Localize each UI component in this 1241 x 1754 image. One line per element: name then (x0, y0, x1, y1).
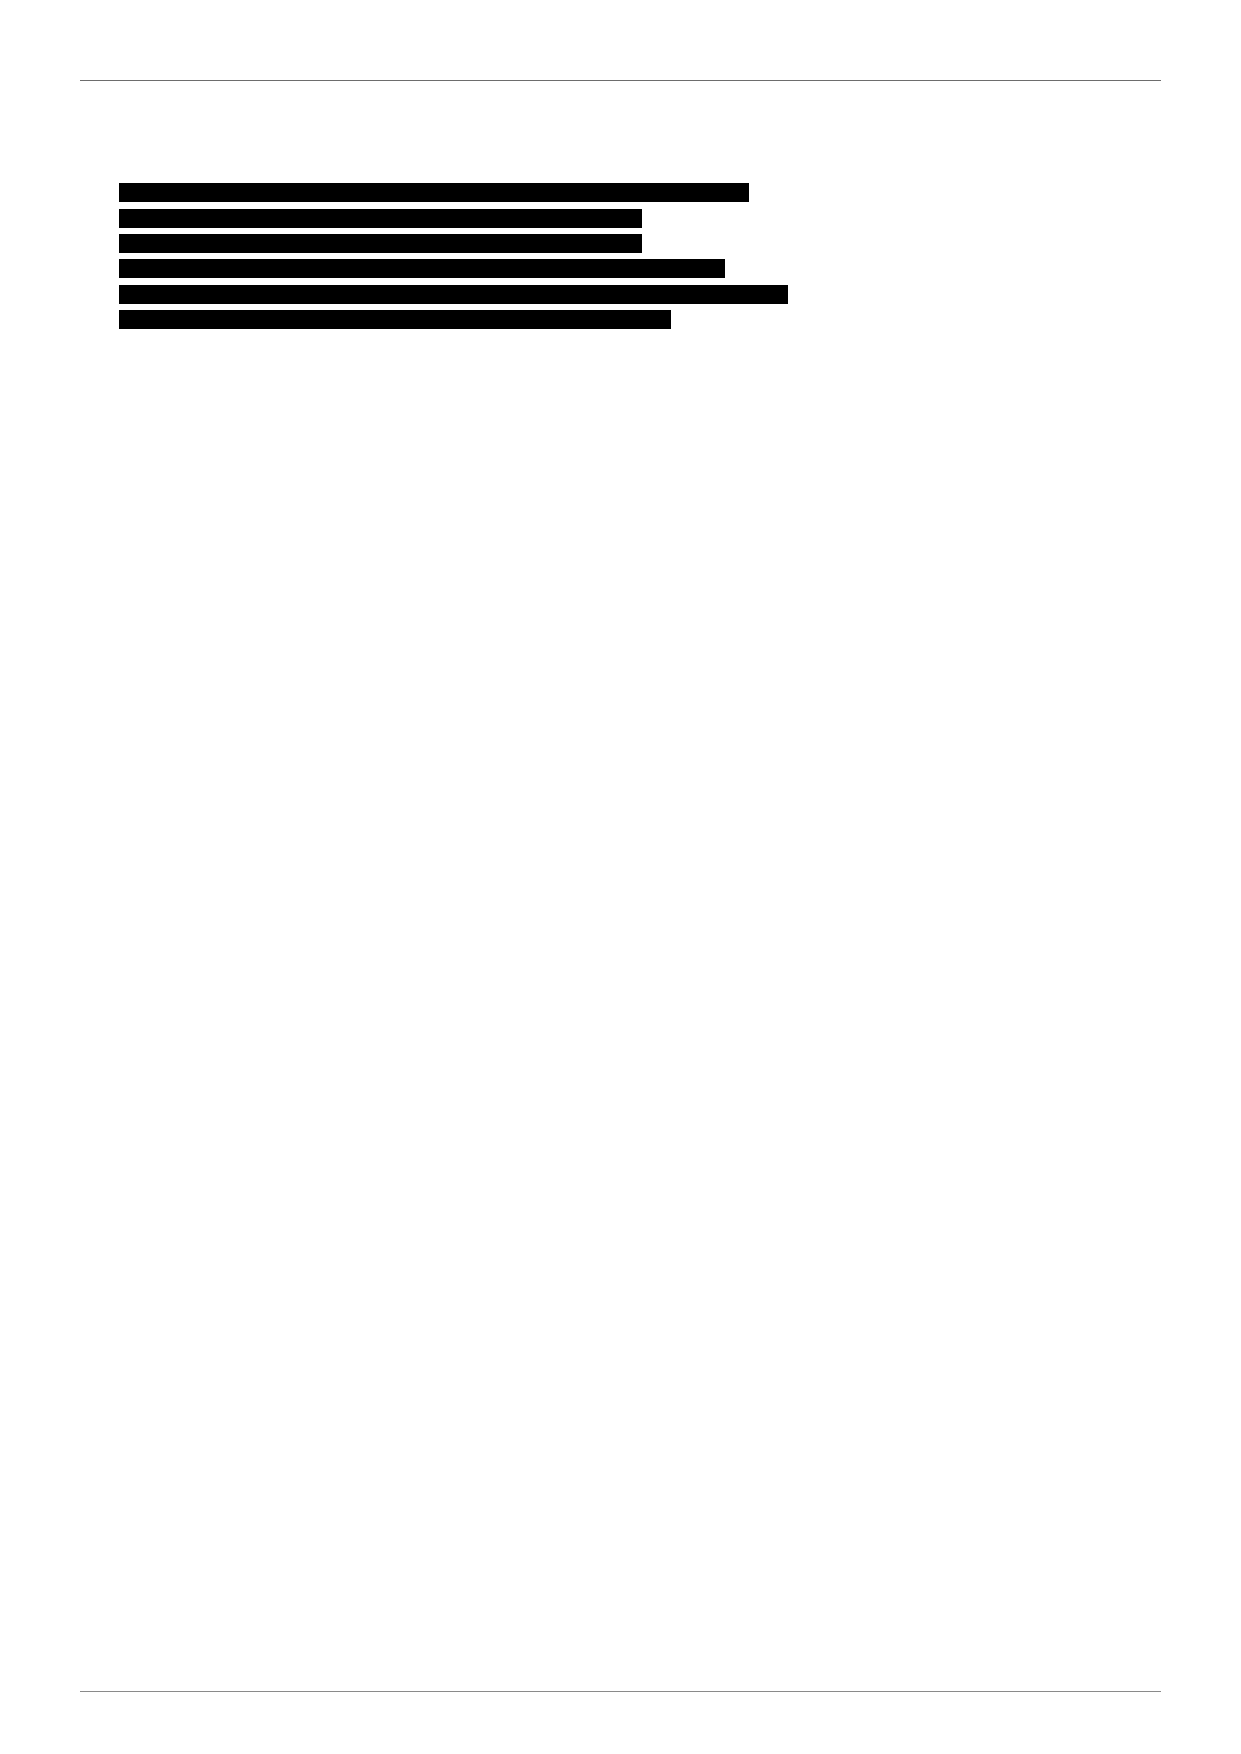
debtor-line (118, 256, 1123, 281)
redaction-bar (119, 209, 642, 228)
debtor-line (118, 231, 1123, 256)
redaction-bar (119, 310, 671, 329)
footer-divider (80, 1691, 1161, 1692)
debtor-line (118, 307, 1123, 332)
redaction-bar (119, 234, 642, 253)
redaction-bar (119, 259, 725, 278)
debtor-line (118, 206, 1123, 231)
document-content (0, 129, 1241, 444)
creditor-row (118, 129, 1123, 154)
letterhead (0, 0, 1241, 72)
debtor-line (118, 180, 1123, 205)
debtor-line (118, 282, 1123, 307)
redaction-bar (119, 183, 749, 202)
redaction-bar (119, 285, 788, 304)
header-divider (80, 80, 1161, 81)
debtor-block (118, 180, 1123, 332)
page-footer (0, 1691, 1241, 1710)
